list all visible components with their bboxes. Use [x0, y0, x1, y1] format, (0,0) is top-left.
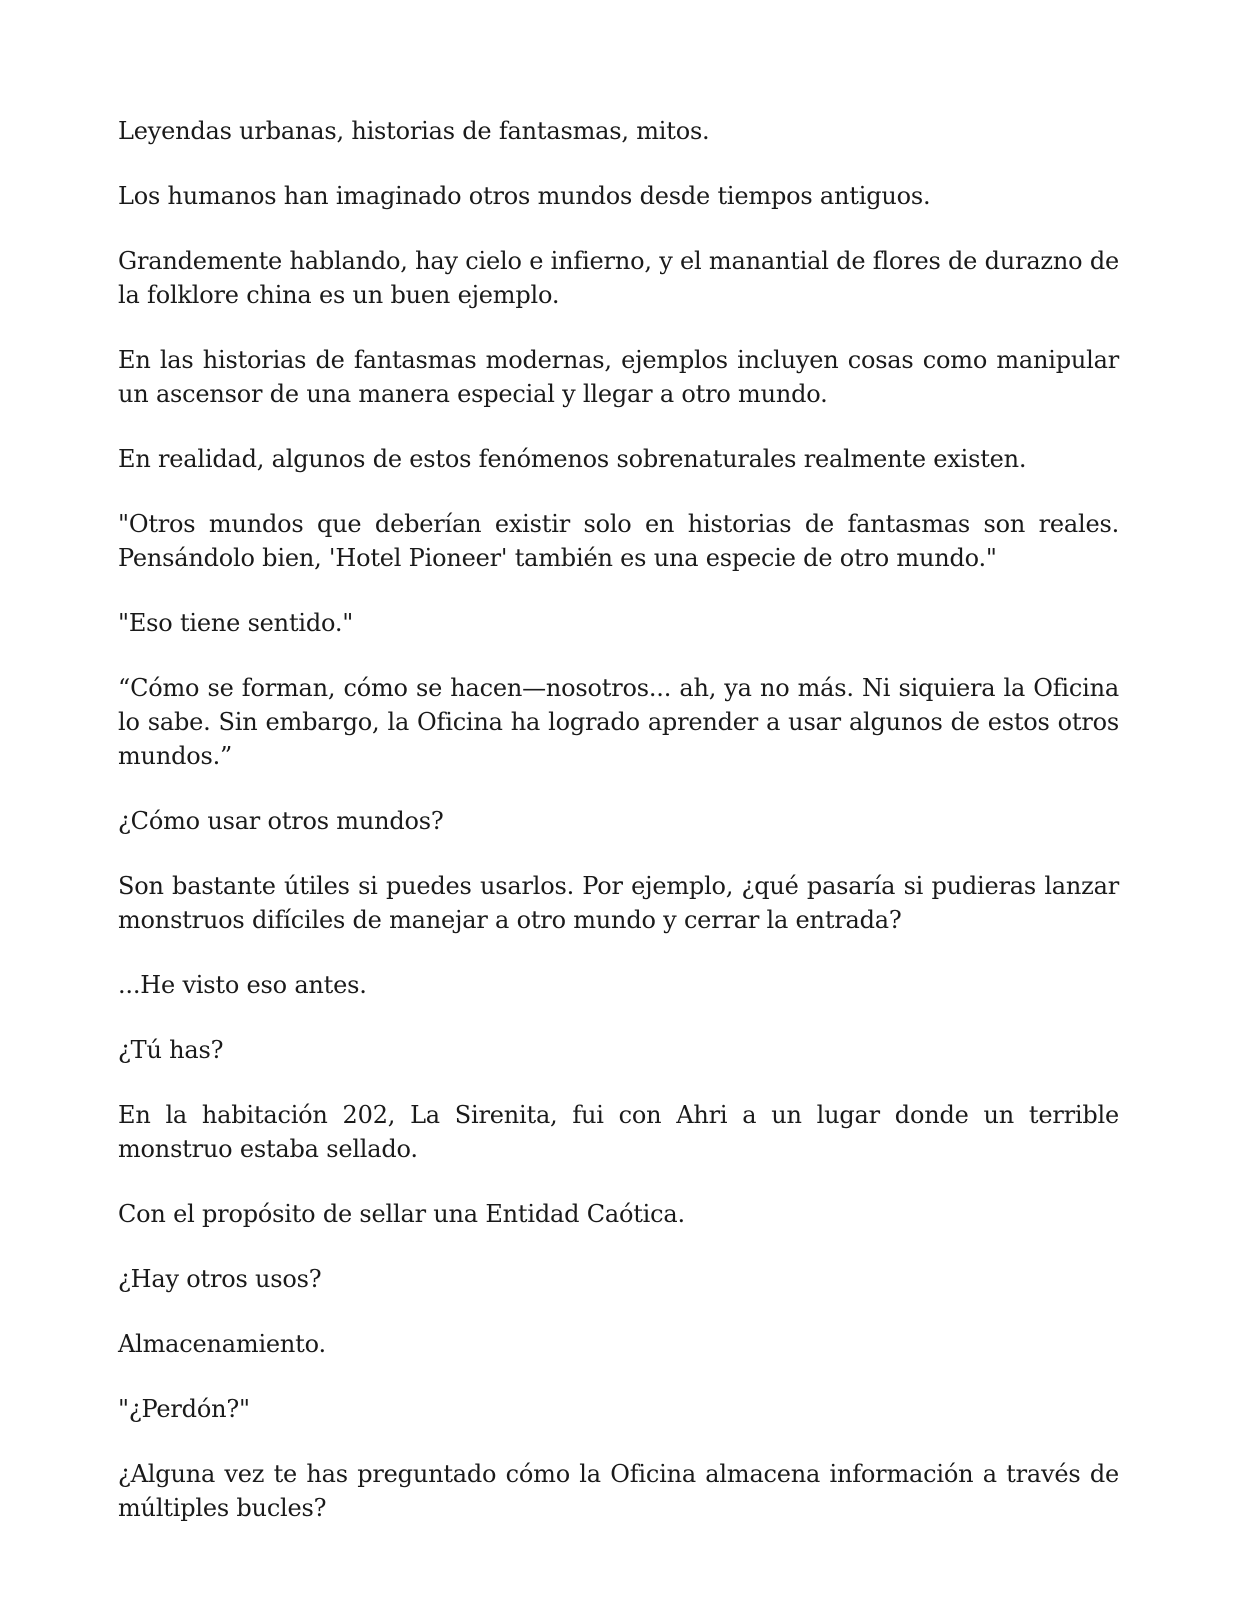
paragraph-5: En realidad, algunos de estos fenómenos sobrenaturales realmente existen. — [118, 445, 1027, 473]
paragraph-12: ¿Tú has? — [118, 1036, 224, 1064]
paragraph-1: Leyendas urbanas, historias de fantasmas, mitos. — [118, 117, 710, 145]
paragraph-2: Los humanos han imaginado otros mundos desde tiempos antiguos. — [118, 182, 931, 210]
paragraph-17: "¿Perdón?" — [118, 1395, 250, 1423]
paragraph-7: "Eso tiene sentido." — [118, 609, 354, 637]
paragraph-9: ¿Cómo usar otros mundos? — [118, 807, 444, 835]
paragraph-18: ¿Alguna vez te has preguntado cómo la Oficina almacena información a través de múltiples bucles? — [118, 1460, 1119, 1522]
paragraph-11: ...He visto eso antes. — [118, 971, 367, 999]
paragraph-13: En la habitación 202, La Sirenita, fui con Ahri a un lugar donde un terrible monstruo estaba sellado. — [118, 1101, 1119, 1163]
paragraph-16: Almacenamiento. — [118, 1330, 326, 1358]
paragraph-6: "Otros mundos que deberían existir solo en historias de fantasmas son reales. Pensándolo bien, 'Hotel Pioneer' también es una especie de otro mundo." — [118, 510, 1119, 572]
paragraph-14: Con el propósito de sellar una Entidad Caótica. — [118, 1200, 685, 1228]
paragraph-8: “Cómo se forman, cómo se hacen—nosotros... ah, ya no más. Ni siquiera la Oficina lo sabe. Sin embargo, la Oficina ha logrado aprender a usar algunos de estos otros mundos.” — [118, 674, 1119, 770]
paragraph-3: Grandemente hablando, hay cielo e infierno, y el manantial de flores de durazno de la folklore china es un buen ejemplo. — [118, 247, 1119, 309]
paragraph-15: ¿Hay otros usos? — [118, 1265, 322, 1293]
paragraph-4: En las historias de fantasmas modernas, ejemplos incluyen cosas como manipular un ascensor de una manera especial y llegar a otro mundo. — [118, 346, 1119, 408]
paragraph-10: Son bastante útiles si puedes usarlos. Por ejemplo, ¿qué pasaría si pudieras lanzar monstruos difíciles de manejar a otro mundo y cerrar la entrada? — [118, 872, 1119, 934]
